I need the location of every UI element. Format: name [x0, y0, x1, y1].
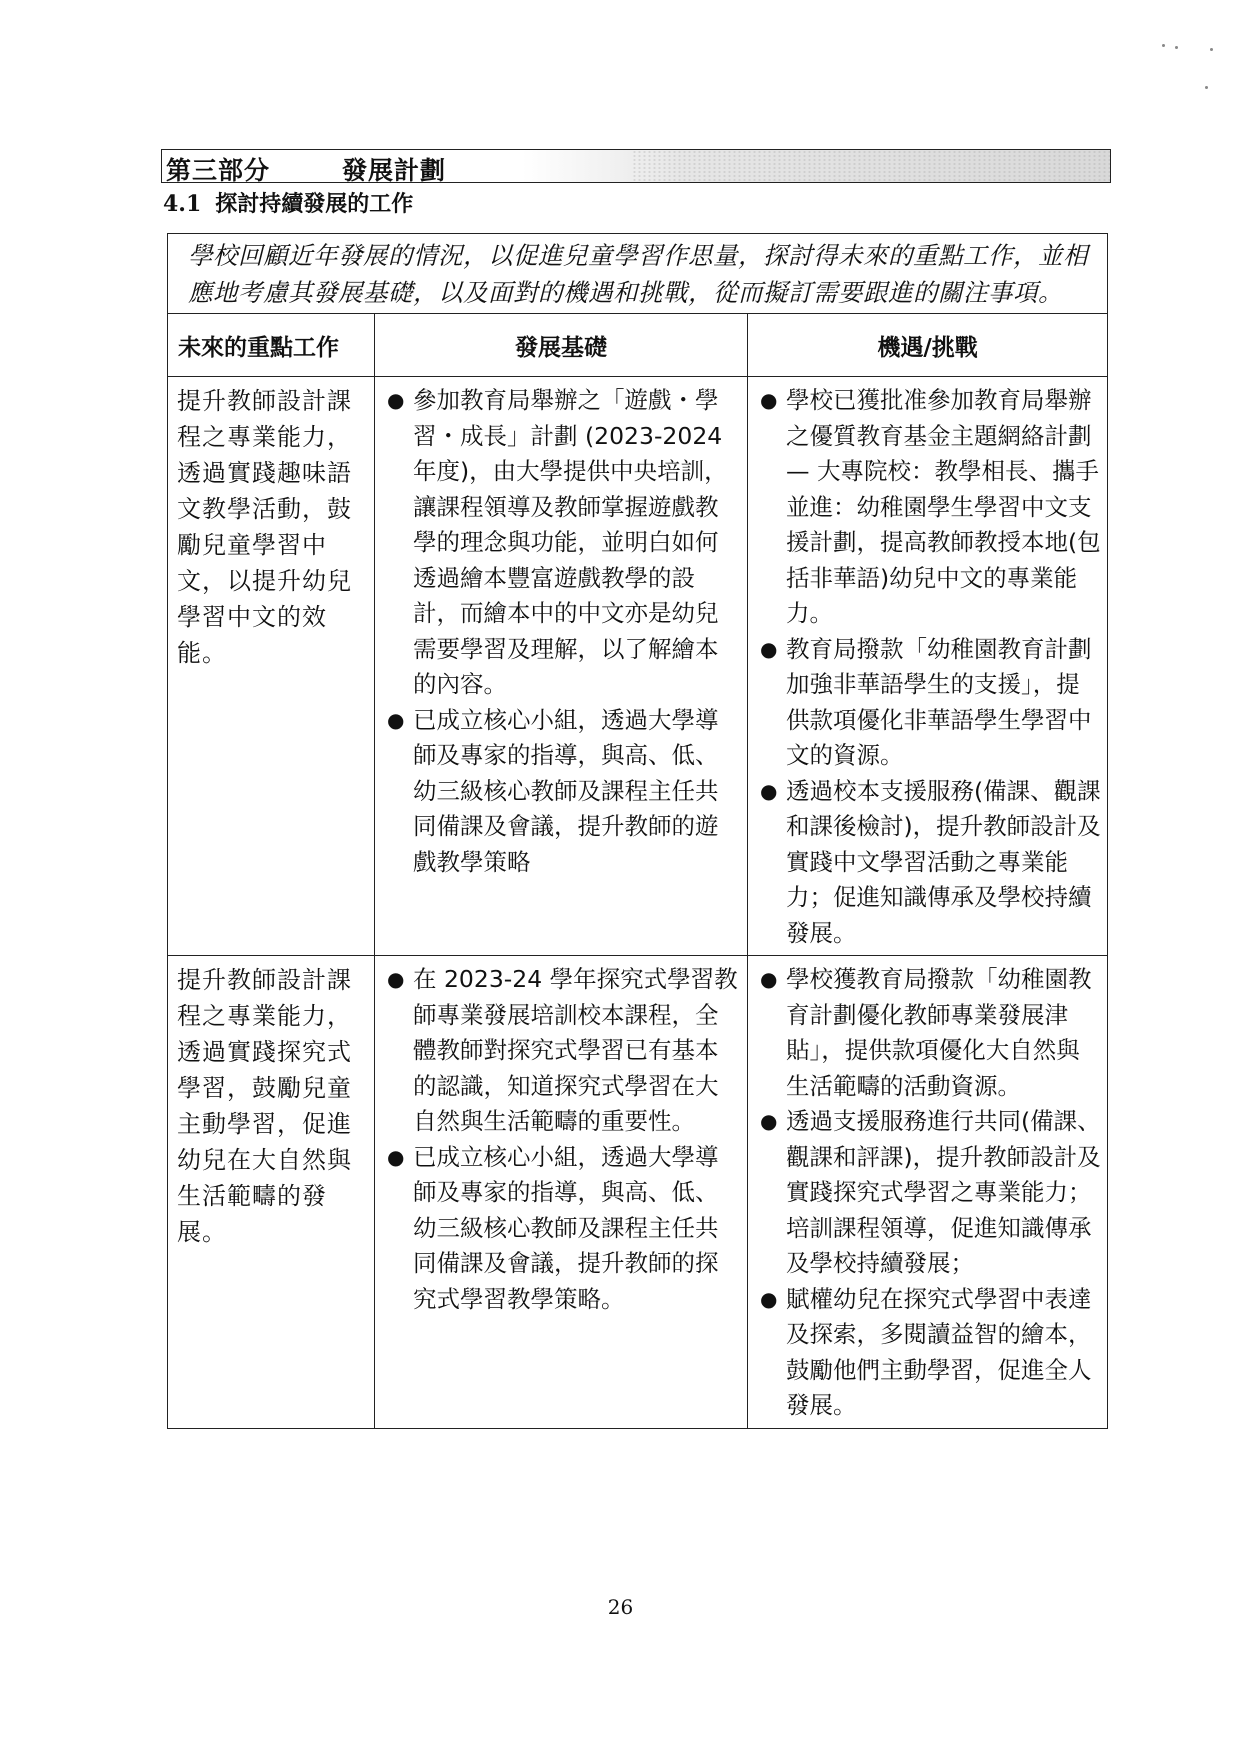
page-number: 26: [607, 1595, 634, 1619]
foundation-text: 已成立核心小組，透過大學導師及專家的指導，與高、低、幼三級核心教師及課程主任共同備課及會議，提升教師的探究式學習教學策略。: [413, 1142, 719, 1313]
foundation-text: 已成立核心小組，透過大學導師及專家的指導，與高、低、幼三級核心教師及課程主任共同備課及會議，提升教師的遊戲教學策略: [413, 705, 719, 876]
bullet-icon: ●: [760, 1109, 778, 1133]
list-item: [385, 703, 741, 881]
list-item: [758, 632, 1101, 774]
foundation-text: 在 2023-24 學年探究式學習教師專業發展培訓校本課程，全體教師對探究式學習已有基本的認識，知道探究式學習在大自然與生活範疇的重要性。: [413, 965, 738, 1135]
table-row: [168, 377, 1108, 956]
foundation-cell: [375, 956, 748, 1429]
foundation-text: 參加教育局舉辦之「遊戲・學習・成長」計劃 (2023-2024 年度)，由大學提供中央培訓，讓課程領導及教師掌握遊戲教學的理念與功能，並明白如何透過繪本豐富遊戲教學的設計，而繪本中的中文亦是幼兒需要學習及理解，以了解繪本的內容。: [413, 386, 728, 698]
bullet-icon: ●: [760, 388, 778, 412]
list-item: [758, 383, 1101, 632]
list-item: [758, 1282, 1101, 1424]
list-item: [385, 962, 741, 1140]
scan-speck: [1205, 86, 1208, 89]
list-item: [758, 1104, 1101, 1282]
subsection-title: 探討持續發展的工作: [215, 192, 414, 217]
opportunity-text: 學校獲教育局撥款「幼稚園教育計劃優化教師專業發展津貼」，提供款項優化大自然與生活範疇的活動資源。: [786, 965, 1092, 1100]
scan-speck: [1175, 46, 1178, 49]
subsection-heading: [163, 187, 413, 218]
list-item: [758, 774, 1101, 952]
scan-speck: [1210, 48, 1213, 51]
opportunity-text: 教育局撥款「幼稚園教育計劃加強非華語學生的支援」，提供款項優化非華語學生學習中文的資源。: [786, 634, 1092, 769]
intro-text: 學校回顧近年發展的情況，以促進兒童學習作思量，探討得未來的重點工作，並相應地考慮其發展基礎，以及面對的機遇和挑戰，從而擬訂需要跟進的關注事項。: [168, 234, 1108, 314]
scan-speck: [1162, 44, 1165, 47]
scan-shading: [632, 150, 1110, 182]
bullet-icon: ●: [387, 707, 405, 732]
opportunity-text: 透過校本支援服務(備課、觀課和課後檢討)，提升教師設計及實踐中文學習活動之專業能力；促進知識傳承及學校持續發展。: [786, 776, 1101, 947]
bullet-icon: ●: [387, 388, 405, 412]
header-row: [168, 314, 1108, 377]
header-focus: 未來的重點工作: [168, 314, 375, 377]
bullet-icon: ●: [387, 967, 405, 991]
opportunity-cell: [748, 956, 1108, 1429]
opportunity-text: 學校已獲批准參加教育局舉辦之優質教育基金主題網絡計劃 — 大專院校：教學相長、攜手並進：幼稚園學生學習中文支援計劃，提高教師教授本地(包括非華語)幼兒中文的專業能力。: [786, 386, 1101, 627]
opportunity-cell: [748, 377, 1108, 956]
section-label: 第三部分: [166, 156, 271, 183]
bullet-icon: ●: [760, 967, 778, 991]
bullet-icon: ●: [387, 1144, 405, 1169]
development-plan-table: [167, 233, 1108, 1429]
foundation-cell: [375, 377, 748, 956]
section-header-bar: [161, 149, 1111, 183]
list-item: [758, 962, 1101, 1104]
focus-cell: 提升教師設計課程之專業能力，透過實踐趣味語文教學活動，鼓勵兒童學習中文，以提升幼兒學習中文的效能。: [168, 377, 375, 956]
bullet-icon: ●: [760, 778, 778, 803]
bullet-icon: ●: [760, 1286, 778, 1311]
subsection-number: 4.1: [163, 191, 202, 217]
opportunity-text: 賦權幼兒在探究式學習中表達及探索，多閱讀益智的繪本，鼓勵他們主動學習，促進全人發展。: [786, 1284, 1092, 1419]
focus-cell: 提升教師設計課程之專業能力，透過實踐探究式學習，鼓勵兒童主動學習，促進幼兒在大自然與生活範疇的發展。: [168, 956, 375, 1429]
header-foundation: 發展基礎: [375, 314, 748, 377]
header-opportunity: 機遇/挑戰: [748, 314, 1108, 377]
bullet-icon: ●: [760, 636, 778, 661]
section-title: 發展計劃: [342, 156, 447, 183]
intro-row: [168, 234, 1108, 314]
opportunity-text: 透過支援服務進行共同(備課、觀課和評課)，提升教師設計及實踐探究式學習之專業能力；培訓課程領導，促進知識傳承及學校持續發展；: [786, 1107, 1101, 1277]
list-item: [385, 383, 741, 703]
list-item: [385, 1140, 741, 1318]
table-row: [168, 956, 1108, 1429]
